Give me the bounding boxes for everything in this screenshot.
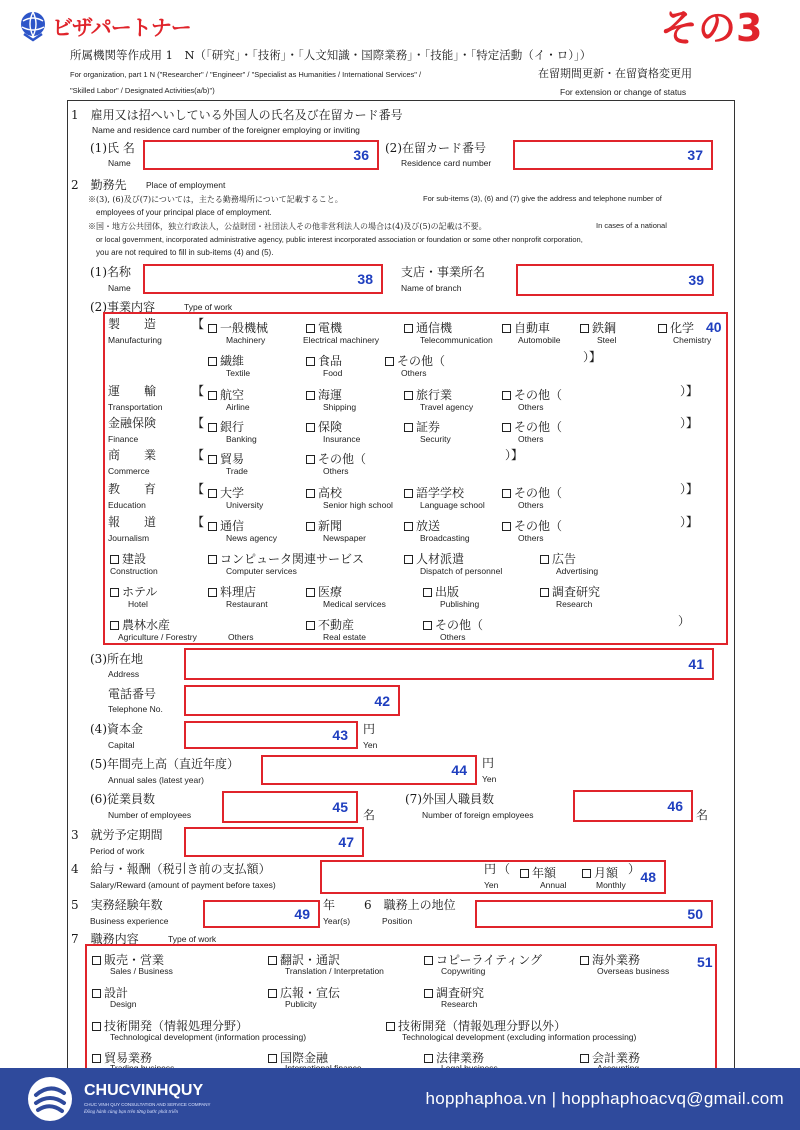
opt-broadcasting[interactable]: 放送: [404, 515, 440, 534]
bracket-open: 【: [192, 448, 205, 462]
note1-en: For sub-items (3), (6) and (7) give the address and telephone number of: [423, 194, 662, 203]
opt-commerce-others-en: Others: [323, 466, 349, 476]
card-label-en: Residence card number: [401, 158, 492, 168]
job-research[interactable]: 調査研究: [424, 982, 484, 1001]
job-copywriting[interactable]: コピーライティング: [424, 949, 542, 968]
opt-food[interactable]: 食品: [306, 350, 342, 369]
opt-restaurant-en: Restaurant: [226, 599, 268, 609]
mei-label: 名: [696, 808, 709, 822]
cat-finance-en: Finance: [108, 434, 139, 444]
opt-hotel-en: Hotel: [128, 599, 148, 609]
foreign-employees-label: (7)外国人職員数: [405, 792, 494, 806]
company-tagline: CHUC VINH QUY CONSULTATION AND SERVICE COMPANY: [84, 1102, 211, 1107]
opt-education-others[interactable]: その他（: [502, 482, 562, 501]
opt-steel-en: Steel: [597, 335, 617, 345]
org-name-field[interactable]: 38: [143, 264, 383, 294]
opt-language-school[interactable]: 語学学校: [404, 482, 464, 501]
opt-research[interactable]: 調査研究: [540, 581, 600, 600]
opt-security[interactable]: 証券: [404, 416, 440, 435]
capital-label-en: Capital: [108, 740, 135, 750]
job-publicity-en: Publicity: [285, 999, 317, 1009]
cat-manufacturing-en: Manufacturing: [108, 335, 162, 345]
opt-newspaper[interactable]: 新聞: [306, 515, 342, 534]
form-title-en-1: For organization, part 1 N ("Researcher" / "Engineer" / "Specialist as Humanities / International Services" /: [70, 70, 422, 79]
sales-label-en: Annual sales (latest year): [108, 775, 204, 785]
brand-logo: [18, 8, 208, 48]
card-label: (2)在留カード番号: [385, 141, 486, 155]
bracket-open: 【: [192, 482, 205, 496]
cat-transportation-en: Transportation: [108, 402, 163, 412]
job-research-en: Research: [441, 999, 478, 1009]
opt-real-estate[interactable]: 不動産: [306, 614, 354, 633]
opt-hotel[interactable]: ホテル: [110, 581, 157, 600]
section5-title: 5 実務経験年数: [71, 898, 163, 912]
form-title-en-2: "Skilled Labor" / Designated Activities(a/b)"): [70, 86, 215, 95]
opt-medical-en: Medical services: [323, 599, 386, 609]
bracket-close: ）】: [680, 482, 699, 496]
section3-title: 3 就労予定期間: [71, 828, 163, 842]
opt-commerce-others[interactable]: その他（: [306, 448, 366, 467]
opt-steel[interactable]: 鉄鋼: [580, 317, 616, 336]
salary-yen-en: Yen: [484, 880, 499, 890]
job-accounting[interactable]: 会計業務: [580, 1047, 640, 1066]
opt-telecom-en: Telecommunication: [420, 335, 493, 345]
opt-banking-en: Banking: [226, 434, 257, 444]
bracket-open: 【: [192, 515, 205, 529]
opt-machinery[interactable]: 一般機械: [208, 317, 268, 336]
job-intl-finance[interactable]: 国際金融: [268, 1047, 328, 1066]
experience-field[interactable]: 49: [203, 900, 320, 928]
opt-mfg-others-en: Others: [401, 368, 427, 378]
opt-travel[interactable]: 旅行業: [404, 384, 452, 403]
opt-agriculture-others-en: Others: [228, 632, 254, 642]
tel-label: 電話番号: [108, 687, 157, 701]
job-translation-en: Translation / Interpretation: [285, 966, 384, 976]
job-overseas-en: Overseas business: [597, 966, 670, 976]
annual-sales-field[interactable]: 44: [261, 755, 477, 785]
note1-jp: ※(3), (6)及び(7)については，主たる勤務場所について記載すること。: [88, 195, 343, 204]
opt-airline[interactable]: 航空: [208, 384, 244, 403]
job-sales[interactable]: 販売・営業: [92, 949, 164, 968]
section1-title-en: Name and residence card number of the foreigner employing or inviting: [92, 125, 360, 135]
cat-finance: 金融保険: [108, 416, 157, 430]
period-of-work-field[interactable]: 47: [184, 827, 364, 857]
org-name-label-en: Name: [108, 283, 131, 293]
opt-news-agency[interactable]: 通信: [208, 515, 244, 534]
opt-electrical[interactable]: 電機: [306, 317, 342, 336]
opt-chemistry-en: Chemistry: [673, 335, 712, 345]
job-publicity[interactable]: 広報・宣伝: [268, 982, 340, 1001]
opt-dispatch[interactable]: 人材派遣: [404, 548, 464, 567]
opt-advertising[interactable]: 広告: [540, 548, 576, 567]
section2-title-en: Place of employment: [146, 180, 226, 190]
opt-advertising-en: Advertising: [556, 566, 599, 576]
bracket-close: ）】: [680, 416, 699, 430]
mei-label: 名: [363, 808, 376, 822]
footer-bar: [0, 1068, 800, 1130]
opt-medical[interactable]: 医療: [306, 581, 342, 600]
opt-agriculture[interactable]: 農林水産: [110, 614, 170, 633]
section7-title-en: Type of work: [168, 934, 217, 944]
company-slogan: Đồng hành cùng bạn trên từng bước phát triển: [84, 1110, 178, 1115]
company-name: CHUCVINHQUY: [84, 1082, 204, 1099]
opt-newspaper-en: Newspaper: [323, 533, 366, 543]
monthly-option-en: Monthly: [596, 880, 626, 890]
opt-textile[interactable]: 繊維: [208, 350, 244, 369]
sales-label: (5)年間売上高（直近年度）: [90, 757, 239, 771]
opt-construction-en: Construction: [110, 566, 158, 576]
position-field[interactable]: 50: [475, 900, 713, 928]
opt-transport-others[interactable]: その他（: [502, 384, 562, 403]
job-tech-it[interactable]: 技術開発（情報処理分野）: [92, 1015, 248, 1034]
employees-label: (6)従業員数: [90, 792, 155, 806]
work-type-label-en: Type of work: [184, 302, 233, 312]
foreign-employees-field[interactable]: 46: [573, 790, 693, 822]
page-tag: その3: [660, 6, 763, 50]
opt-telecom[interactable]: 通信機: [404, 317, 452, 336]
cat-manufacturing: 製 造: [108, 317, 157, 331]
name-label: (1)氏 名: [90, 141, 135, 155]
job-trading[interactable]: 貿易業務: [92, 1047, 152, 1066]
opt-education-others-en: Others: [518, 500, 544, 510]
monthly-option[interactable]: 月額: [582, 862, 618, 881]
yen-label: 円: [482, 756, 495, 770]
bracket-open: 【: [192, 384, 205, 398]
note2b-en: or local government, incorporated administrative agency, public interest incorporated association or foundation or some other nonprofit corporation,: [96, 235, 583, 244]
job-type-num: 51: [697, 954, 713, 970]
opt-highschool-en: Senior high school: [323, 500, 393, 510]
employees-label-en: Number of employees: [108, 810, 192, 820]
form-title: 所属機関等作成用 1 N（「研究」・「技術」・「人文知識・国際業務」・「技能」・「特定活動（イ・ロ）」）: [70, 48, 592, 62]
opt-machinery-en: Machinery: [226, 335, 266, 345]
cat-journalism: 報 道: [108, 515, 157, 529]
opt-publishing-en: Publishing: [440, 599, 480, 609]
section4-title-en: Salary/Reward (amount of payment before taxes): [90, 880, 276, 890]
salary-field[interactable]: 48: [320, 860, 666, 894]
opt-electrical-en: Electrical machinery: [303, 335, 380, 345]
address-label-en: Address: [108, 669, 140, 679]
opt-airline-en: Airline: [226, 402, 250, 412]
job-sales-en: Sales / Business: [110, 966, 173, 976]
org-name-label: (1)名称: [90, 265, 131, 279]
opt-mfg-others[interactable]: その他（: [385, 350, 445, 369]
bracket-close: ）】: [680, 384, 699, 398]
yen-label: 円: [363, 722, 376, 736]
opt-finance-others-en: Others: [518, 434, 544, 444]
cat-education: 教 育: [108, 482, 157, 496]
opt-language-school-en: Language school: [420, 500, 485, 510]
opt-computer-services-en: Computer services: [226, 566, 297, 576]
opt-transport-others-en: Others: [518, 402, 544, 412]
opt-restaurant[interactable]: 料理店: [208, 581, 256, 600]
job-overseas[interactable]: 海外業務: [580, 949, 640, 968]
opt-chemistry[interactable]: 化学: [658, 317, 694, 336]
branch-label: 支店・事業所名: [401, 265, 486, 279]
job-legal[interactable]: 法律業務: [424, 1047, 484, 1066]
opt-insurance-en: Insurance: [323, 434, 361, 444]
bracket-close: ）】: [680, 515, 699, 529]
capital-label: (4)資本金: [90, 722, 143, 736]
opt-shipping-en: Shipping: [323, 402, 357, 412]
opt-shipping[interactable]: 海運: [306, 384, 342, 403]
status-en: For extension or change of status: [560, 87, 687, 97]
address-label: (3)所在地: [90, 652, 143, 666]
tel-label-en: Telephone No.: [108, 704, 163, 714]
section6-title: 6 職務上の地位: [364, 898, 456, 912]
cat-transportation: 運 輸: [108, 384, 157, 398]
job-copywriting-en: Copywriting: [441, 966, 486, 976]
note2c-en: you are not required to fill in sub-items (4) and (5).: [96, 248, 274, 257]
address-field[interactable]: 41: [184, 648, 714, 680]
paren-open: （: [498, 862, 511, 876]
opt-highschool[interactable]: 高校: [306, 482, 342, 501]
opt-finance-others[interactable]: その他（: [502, 416, 562, 435]
status-jp: 在留期間更新・在留資格変更用: [538, 67, 692, 80]
opt-insurance[interactable]: 保険: [306, 416, 342, 435]
opt-agriculture-en: Agriculture / Forestry: [118, 632, 197, 642]
opt-construction[interactable]: 建設: [110, 548, 146, 567]
cat-commerce-en: Commerce: [108, 466, 150, 476]
cat-journalism-en: Journalism: [108, 533, 150, 543]
opt-real-estate-en: Real estate: [323, 632, 366, 642]
yen-label-en: Yen: [363, 740, 378, 750]
opt-university-en: University: [226, 500, 264, 510]
opt-computer-services[interactable]: コンピュータ関連サービス: [208, 548, 364, 567]
globe-icon: [18, 10, 48, 42]
section5-title-en: Business experience: [90, 916, 169, 926]
opt-textile-en: Textile: [226, 368, 251, 378]
opt-trade-en: Trade: [226, 466, 248, 476]
capital-field[interactable]: 43: [184, 721, 358, 749]
opt-trade[interactable]: 貿易: [208, 448, 244, 467]
section7-title: 7 職務内容: [71, 932, 139, 946]
annual-option-en: Annual: [540, 880, 567, 890]
paren-close: ）: [678, 614, 691, 628]
bracket-open: 【: [192, 317, 205, 331]
telephone-field[interactable]: 42: [184, 685, 400, 716]
job-tech-non-it[interactable]: 技術開発（情報処理分野以外）: [386, 1015, 566, 1034]
business-type-num: 40: [706, 319, 722, 335]
section3-title-en: Period of work: [90, 846, 145, 856]
section6-title-en: Position: [382, 916, 413, 926]
opt-university[interactable]: 大学: [208, 482, 244, 501]
paren-close: ）: [628, 862, 641, 876]
note1b-en: employees of your principal place of employment.: [96, 208, 272, 217]
note2-jp: ※国・地方公共団体，独立行政法人，公益財団・社団法人その他非営利法人の場合は(4)及び(5)の記載は不要。: [88, 222, 487, 231]
annual-option[interactable]: 年額: [520, 862, 556, 881]
job-tech-it-en: Technological development (information processing): [110, 1032, 307, 1042]
salary-yen: 円: [484, 862, 497, 876]
contact-info[interactable]: hopphaphoa.vn | hopphaphoacvq@gmail.com: [425, 1089, 784, 1108]
opt-travel-en: Travel agency: [420, 402, 474, 412]
residence-card-field[interactable]: 37: [513, 140, 713, 170]
opt-banking[interactable]: 銀行: [208, 416, 244, 435]
opt-research-en: Research: [556, 599, 593, 609]
year-label: 年: [323, 898, 336, 912]
opt-general-others[interactable]: その他（: [423, 614, 483, 633]
name-label-en: Name: [108, 158, 131, 168]
brand-name: ビザパートナー: [52, 16, 191, 40]
foreign-employees-label-en: Number of foreign employees: [422, 810, 534, 820]
opt-dispatch-en: Dispatch of personnel: [420, 566, 503, 576]
bracket-close: ）】: [583, 350, 602, 364]
bracket-open: 【: [192, 416, 205, 430]
opt-journalism-others-en: Others: [518, 533, 544, 543]
opt-publishing[interactable]: 出版: [423, 581, 459, 600]
work-type-label: (2)事業内容: [90, 300, 155, 314]
company-logo-icon: [26, 1075, 74, 1123]
opt-security-en: Security: [420, 434, 451, 444]
job-tech-non-it-en: Technological development (excluding information processing): [402, 1032, 637, 1042]
section4-title: 4 給与・報酬（税引き前の支払額）: [71, 862, 271, 876]
opt-automobile[interactable]: 自動車: [502, 317, 550, 336]
cat-education-en: Education: [108, 500, 146, 510]
employees-field[interactable]: 45: [222, 791, 358, 823]
section1-title: 1 雇用又は招へいしている外国人の氏名及び在留カード番号: [71, 108, 403, 122]
year-label-en: Year(s): [323, 916, 351, 926]
bracket-close: ）】: [505, 448, 524, 462]
opt-general-others-en: Others: [440, 632, 466, 642]
opt-automobile-en: Automobile: [518, 335, 561, 345]
opt-journalism-others[interactable]: その他（: [502, 515, 562, 534]
job-translation[interactable]: 翻訳・通訳: [268, 949, 340, 968]
job-design[interactable]: 設計: [92, 982, 128, 1001]
branch-name-field[interactable]: 39: [516, 264, 714, 296]
branch-label-en: Name of branch: [401, 283, 462, 293]
opt-news-agency-en: News agency: [226, 533, 278, 543]
yen-label-en: Yen: [482, 774, 497, 784]
cat-commerce: 商 業: [108, 448, 157, 462]
opt-food-en: Food: [323, 368, 343, 378]
job-design-en: Design: [110, 999, 137, 1009]
opt-broadcasting-en: Broadcasting: [420, 533, 470, 543]
section2-title: 2 勤務先: [71, 178, 127, 192]
foreigner-name-field[interactable]: 36: [143, 140, 379, 170]
note2-en: In cases of a national: [596, 221, 667, 230]
